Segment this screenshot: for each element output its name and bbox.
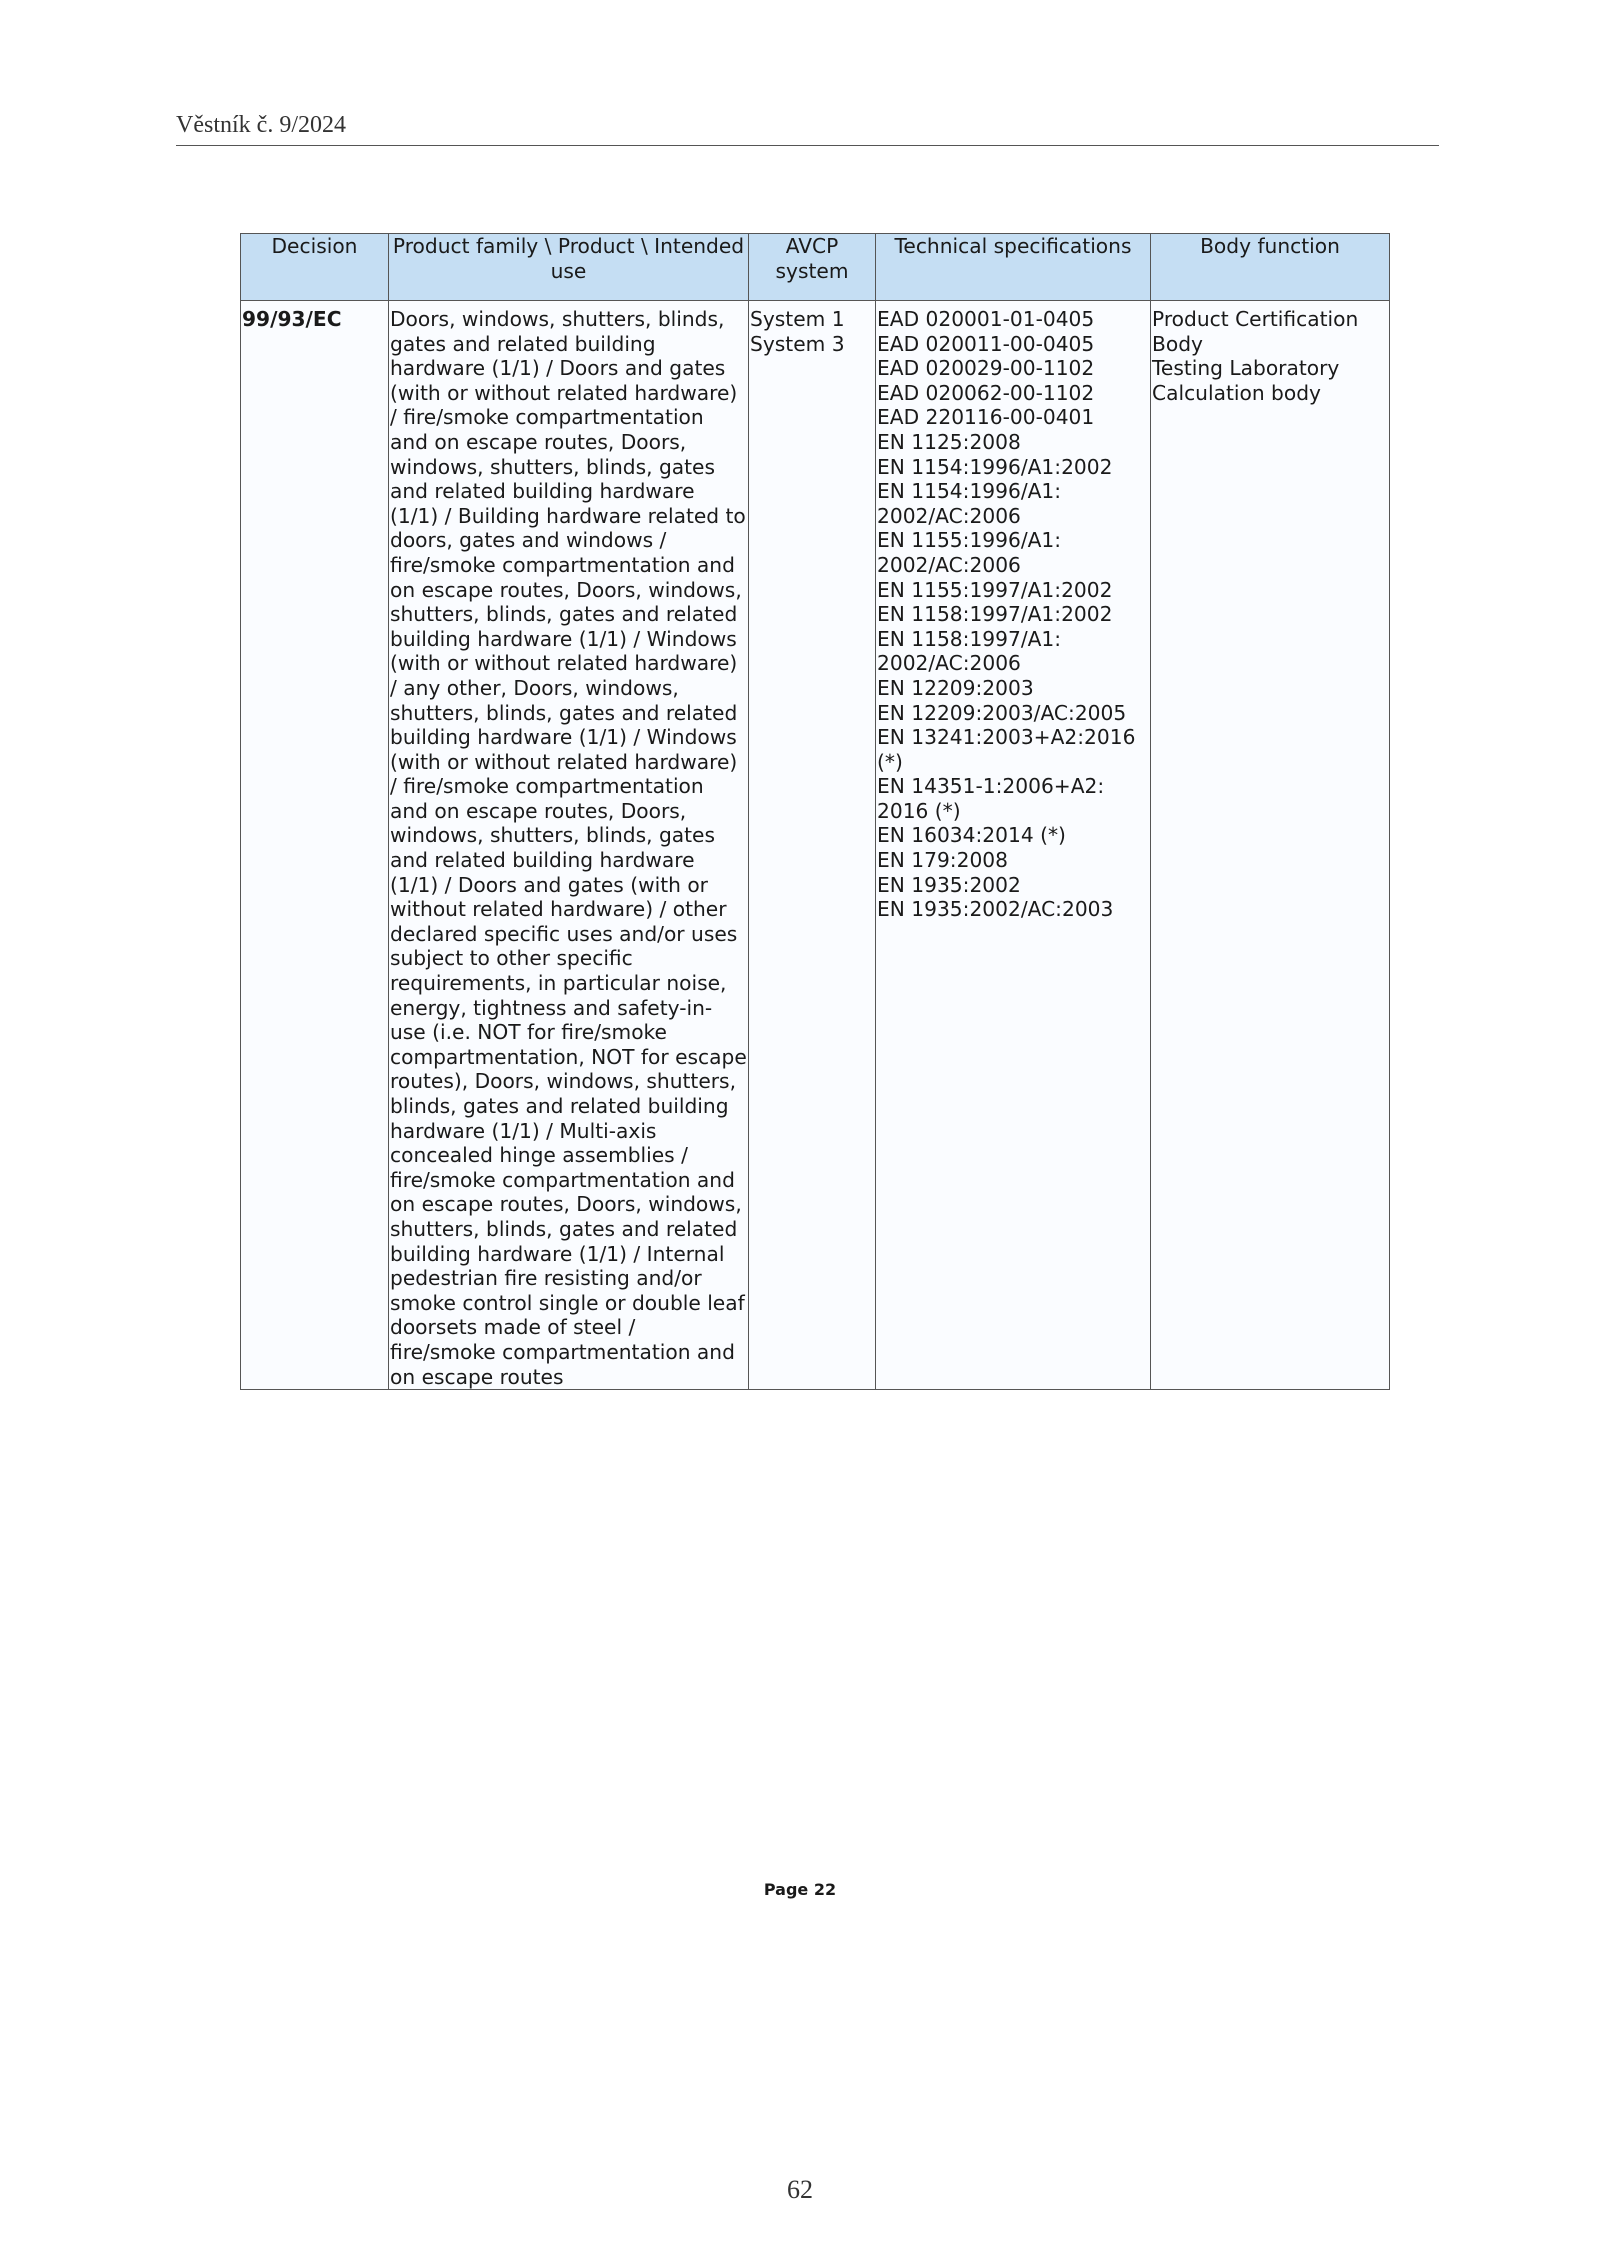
- specification-item: EN 12209:2003/AC:2005: [877, 700, 1127, 725]
- table-row: [241, 301, 1390, 1390]
- decision-cell: 99/93/EC: [241, 301, 389, 1390]
- specification-item: EN 14351-1:2006+A2: 2016 (*): [877, 774, 1105, 823]
- header-divider: [176, 145, 1439, 146]
- body-function-item: Testing Laboratory: [1152, 356, 1340, 381]
- specification-item: EAD 020062-00-1102: [877, 380, 1095, 405]
- specification-item: EN 1155:1996/A1: 2002/AC:2006: [877, 528, 1062, 577]
- page-label: Page 22: [763, 1880, 837, 1899]
- specification-item: EN 1125:2008: [877, 429, 1021, 454]
- specification-item: EN 1158:1997/A1: 2002/AC:2006: [877, 626, 1062, 676]
- body-function-item: Calculation body: [1152, 380, 1321, 405]
- technical-specifications-cell: [876, 301, 1151, 1390]
- body-function-cell: [1151, 301, 1390, 1390]
- specification-item: EAD 020011-00-0405: [877, 331, 1095, 356]
- specification-item: EAD 220116-00-0401: [877, 405, 1095, 430]
- column-header-specifications: Technical specifications: [876, 234, 1151, 301]
- certification-table: [240, 233, 1390, 1390]
- specification-item: EN 1158:1997/A1:2002: [877, 602, 1113, 627]
- column-header-body-function: Body function: [1151, 234, 1390, 301]
- avcp-system-item: System 1: [750, 307, 845, 331]
- body-function-item: Product Certification Body: [1152, 307, 1359, 356]
- specification-item: EN 12209:2003: [877, 675, 1034, 700]
- specification-item: EN 1154:1996/A1:2002: [877, 454, 1113, 479]
- specification-item: EAD 020029-00-1102: [877, 356, 1095, 381]
- body-function-list: [1152, 307, 1388, 405]
- specification-item: EN 179:2008: [877, 848, 1008, 873]
- column-header-product: Product family \ Product \ Intended use: [389, 234, 749, 301]
- page-number: 62: [787, 2175, 813, 2204]
- specification-item: EN 16034:2014 (*): [877, 823, 1066, 848]
- column-header-avcp: AVCP system: [749, 234, 876, 301]
- column-header-decision: Decision: [241, 234, 389, 301]
- journal-header-title: Věstník č. 9/2024: [176, 112, 346, 138]
- avcp-system-cell: [749, 301, 876, 1390]
- table-header-row: [241, 234, 1390, 301]
- specification-item: EN 13241:2003+A2:2016 (*): [877, 725, 1136, 774]
- specification-item: EN 1935:2002/AC:2003: [877, 897, 1114, 922]
- specifications-list: [877, 307, 1149, 922]
- specification-item: EN 1155:1997/A1:2002: [877, 577, 1113, 602]
- specification-item: EN 1154:1996/A1: 2002/AC:2006: [877, 479, 1062, 528]
- certification-table-container: [240, 233, 1389, 1390]
- specification-item: EAD 020001-01-0405: [877, 307, 1095, 331]
- avcp-system-item: System 3: [750, 331, 845, 356]
- product-family-cell: Doors, windows, shutters, blinds, gates and related building hardware (1/1) / Doors and gates (with or without related hardware) / fire/smoke compartmentation and on escape routes, Doors, windows, shutters, blinds, gates and related building hardware (1/1) / Building hardware related to doors, gates and windows / fire/smoke compartmentation and on escape routes, Doors, windows, shutters, blinds, gates and related building hardware (1/1) / Windows (with or without related hardware) / any other, Doors, windows, shutters, blinds, gates and related building hardware (1/1) / Windows (with or without related hardware) / fire/smoke compartmentation and on escape routes, Doors, windows, shutters, blinds, gates and related building hardware (1/1) / Doors and gates (with or without related hardware) / other declared specific uses and/or uses subject to other specific requirements, in particular noise, energy, tightness and safety-in-use (i.e. NOT for fire/smoke compartmentation, NOT for escape routes), Doors, windows, shutters, blinds, gates and related building hardware (1/1) / Multi-axis concealed hinge assemblies / fire/smoke compartmentation and on escape routes, Doors, windows, shutters, blinds, gates and related building hardware (1/1) / Internal pedestrian fire resisting and/or smoke control single or double leaf doorsets made of steel / fire/smoke compartmentation and on escape routes: [389, 301, 749, 1390]
- specification-item: EN 1935:2002: [877, 872, 1021, 897]
